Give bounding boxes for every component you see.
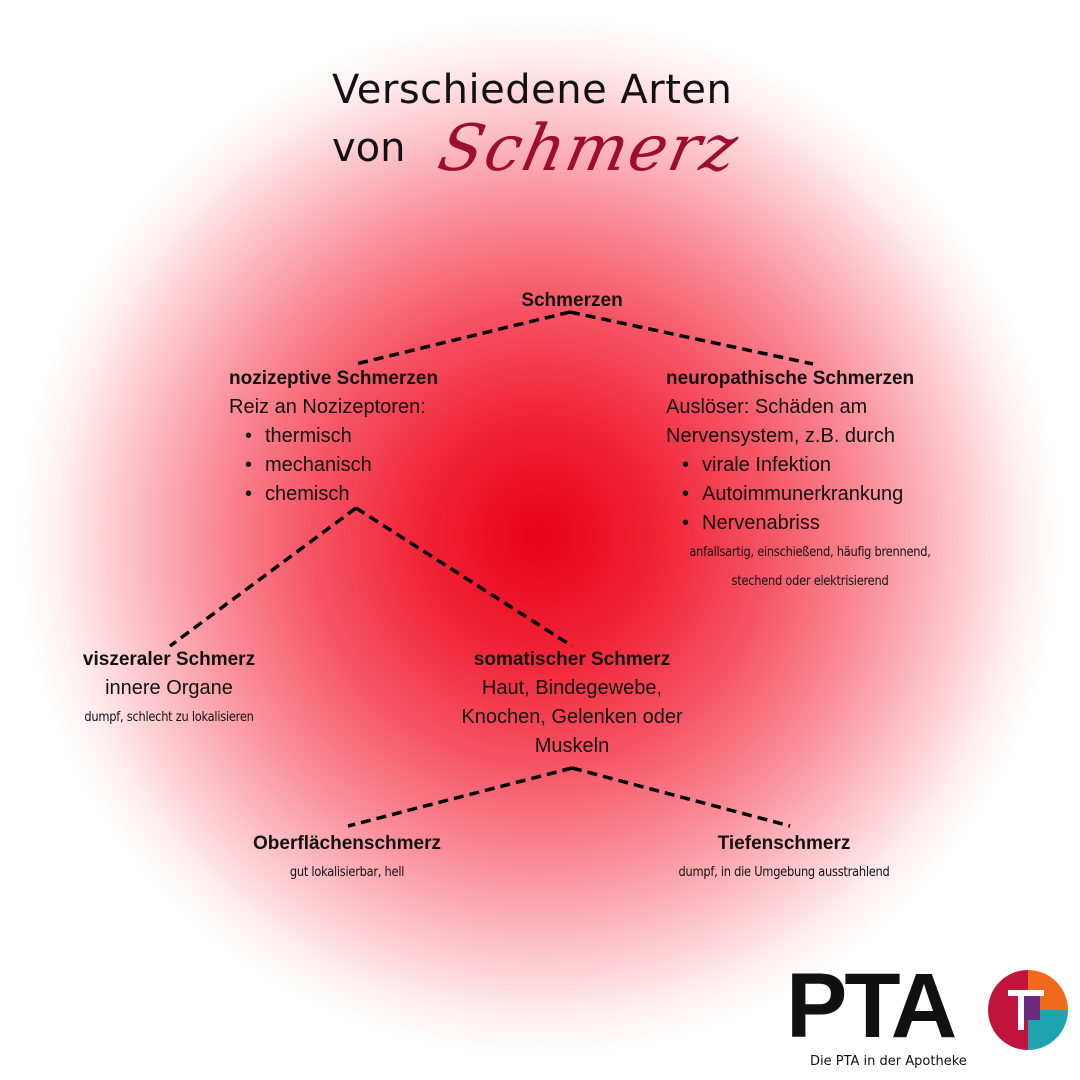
connector-nociceptive-visceral	[170, 508, 356, 646]
list-item: • Nervenabriss	[666, 509, 914, 538]
connector-somatic-deep	[572, 768, 790, 826]
connector-root-nociceptive	[356, 312, 570, 364]
nociceptive-list	[229, 422, 438, 509]
somatic-desc-2: Knochen, Gelenken oder	[461, 706, 683, 728]
logo-subtitle: Die PTA in der Apotheke	[810, 1054, 967, 1069]
superficial-note: gut lokalisierbar, hell	[289, 865, 405, 880]
logo-text: PTA	[786, 955, 955, 1057]
list-item: • virale Infektion	[666, 451, 914, 480]
somatic-title: somatischer Schmerz	[473, 649, 671, 670]
visceral-title: viszeraler Schmerz	[82, 649, 256, 670]
somatic-desc-3: Muskeln	[534, 735, 610, 757]
visceral-note: dumpf, schlecht zu lokalisieren	[84, 710, 254, 725]
connector-nociceptive-somatic	[356, 508, 572, 646]
list-item: • thermisch	[229, 422, 438, 451]
neuropathic-note-2: stechend oder elektrisierend	[731, 574, 889, 589]
neuropathic-desc-1: Auslöser: Schäden am	[666, 396, 868, 418]
list-item: • Autoimmunerkrankung	[666, 480, 914, 509]
node-root: Schmerzen	[521, 290, 623, 311]
neuropathic-title: neuropathische Schmerzen	[666, 368, 915, 389]
node-neuropathic	[666, 364, 914, 538]
node-superficial	[207, 829, 487, 888]
visceral-desc: innere Organe	[105, 677, 233, 699]
page-title-script: Schmerz	[432, 112, 746, 186]
deep-note: dumpf, in die Umgebung ausstrahlend	[678, 865, 890, 880]
neuropathic-desc-2: Nervensystem, z.B. durch	[666, 425, 895, 447]
node-somatic	[422, 645, 722, 761]
node-visceral	[40, 645, 298, 733]
list-item: • chemisch	[229, 480, 438, 509]
connector-root-neuropathic	[570, 312, 813, 364]
node-nociceptive	[229, 364, 438, 509]
deep-title: Tiefenschmerz	[717, 833, 851, 854]
neuropathic-note-1: anfallsartig, einschießend, häufig brennend,	[689, 545, 931, 560]
connector-somatic-superficial	[348, 768, 572, 826]
nociceptive-desc: Reiz an Nozizeptoren:	[229, 396, 426, 418]
somatic-desc-1: Haut, Bindegewebe,	[481, 677, 663, 699]
superficial-title: Oberflächenschmerz	[253, 833, 441, 854]
list-item: • mechanisch	[229, 451, 438, 480]
logo-circle-icon	[988, 970, 1068, 1050]
page-title-line1: Verschiedene Arten	[332, 67, 733, 113]
neuropathic-note	[660, 538, 960, 596]
page-title-line2: von	[332, 125, 406, 171]
node-deep	[634, 829, 934, 888]
nociceptive-title: nozizeptive Schmerzen	[229, 368, 439, 389]
neuropathic-list	[666, 451, 914, 538]
